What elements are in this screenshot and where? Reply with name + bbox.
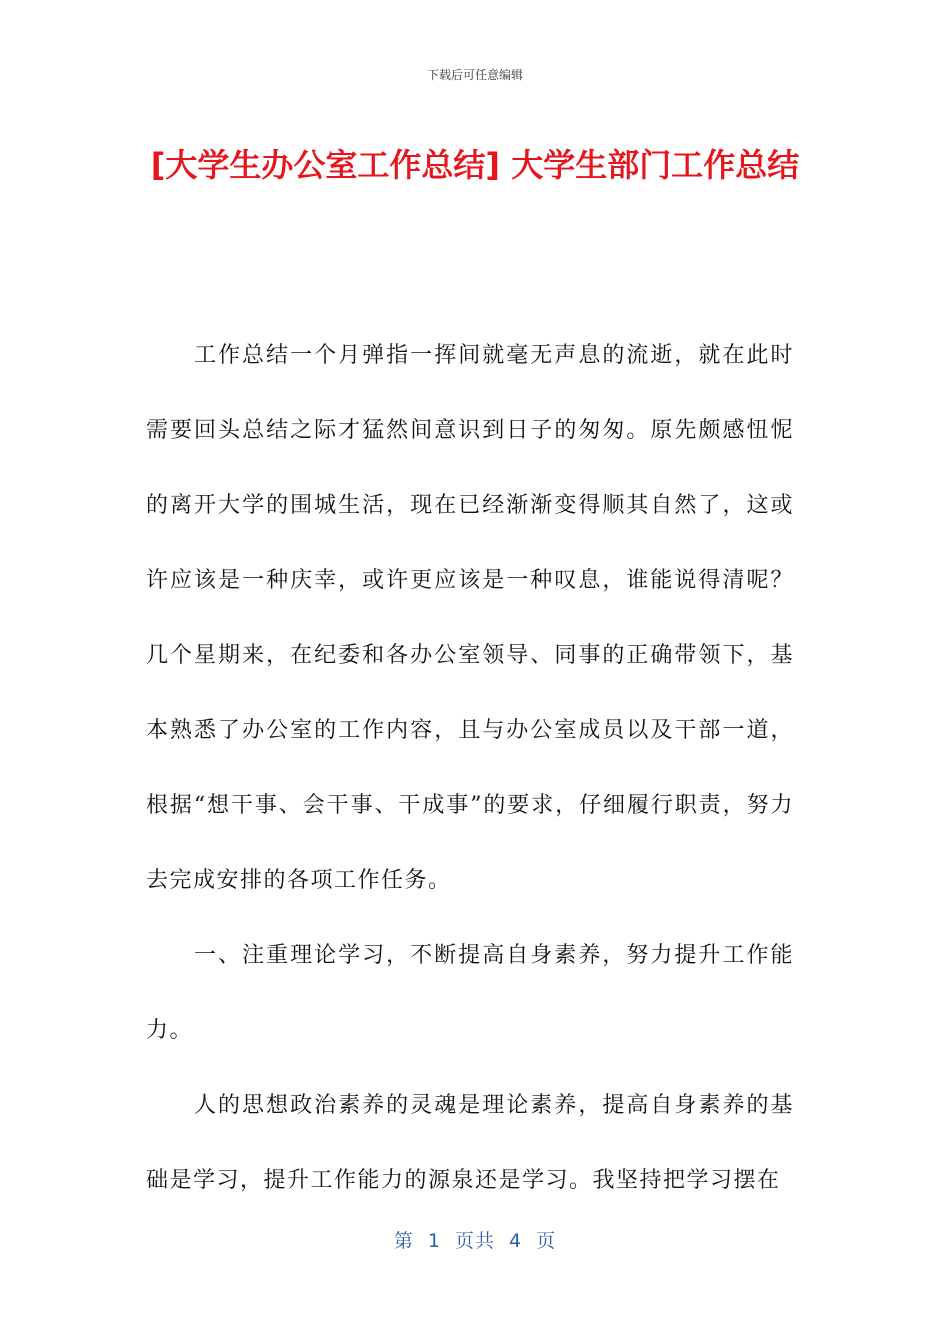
document-title: [大学生办公室工作总结] 大学生部门工作总结: [150, 146, 800, 184]
current-page-number: 1: [427, 1230, 441, 1252]
total-pages-number: 4: [509, 1230, 523, 1252]
section-heading: 一、注重理论学习，不断提高自身素养，努力提升工作能力。: [146, 943, 794, 1043]
body-paragraph: 工作总结一个月弹指一挥间就毫无声息的流逝，就在此时需要回头总结之际才猛然间意识到日子的匆匆。原先颇感忸怩的离开大学的围城生活，现在已经渐渐变得顺其自然了，这或许应该是一种庆幸，或许更应该是一种叹息，谁能说得清呢？几个星期来，在纪委和各办公室领导、同事的正确带领下，基本熟悉了办公室的工作内容，且与办公室成员以及干部一道，根据“想干事、会干事、干成事”的要求，仔细履行职责，努力去完成安排的各项工作任务。: [146, 343, 794, 893]
page-label-mid: 页共: [454, 1230, 495, 1252]
page-label-prefix: 第: [393, 1230, 414, 1252]
header-note: 下载后可任意编辑: [426, 68, 523, 82]
document-body: [146, 318, 794, 1218]
body-paragraph: 人的思想政治素养的灵魂是理论素养，提高自身素养的基础是学习，提升工作能力的源泉还是学习。我坚持把学习摆在: [146, 1093, 794, 1193]
page-label-suffix: 页: [536, 1230, 557, 1252]
page-number-footer: [0, 1226, 950, 1253]
